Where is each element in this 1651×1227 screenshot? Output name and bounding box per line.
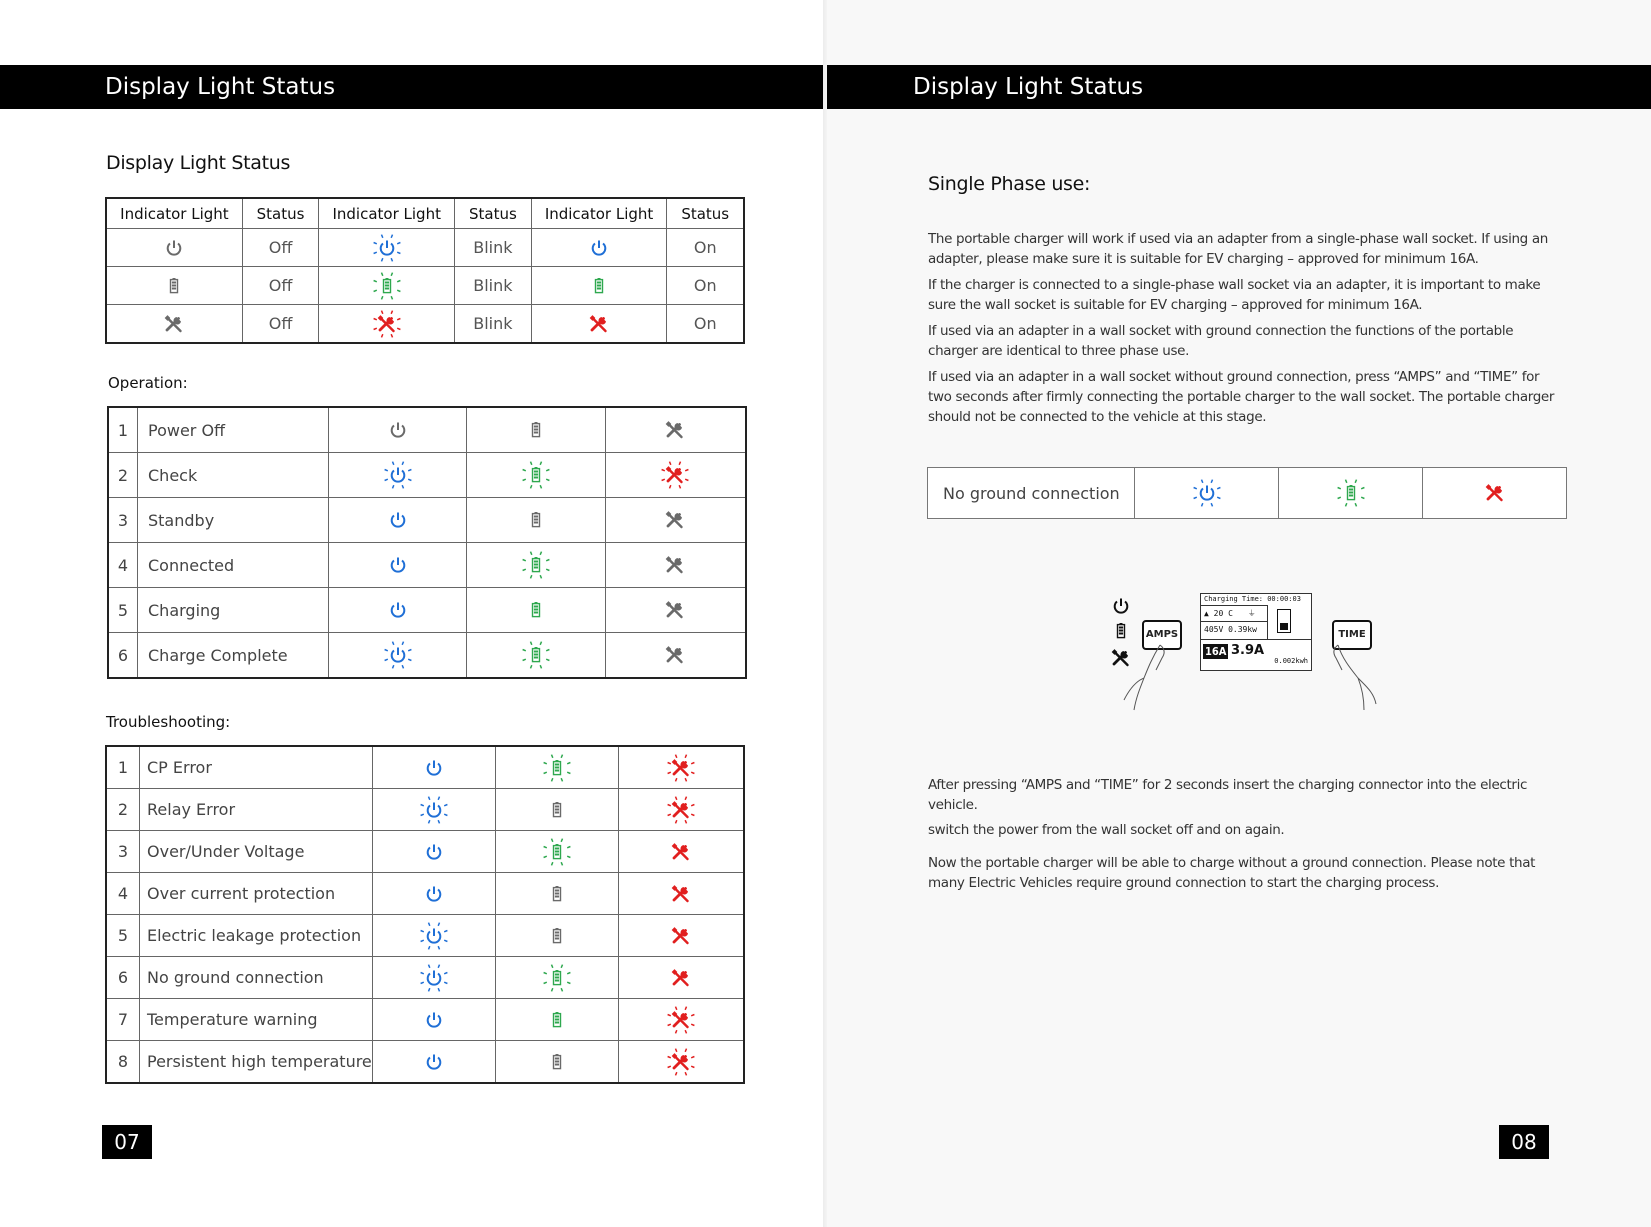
- paragraph-1: The portable charger will work if used via an adapter from a single-phase wall socket. If using an adapter, please make sure it is suitable for EV charging – approved for minimum 16A.: [928, 231, 1548, 267]
- row-number: 4: [106, 873, 140, 915]
- row-number: 2: [106, 789, 140, 831]
- row-label: Over current protection: [140, 873, 373, 915]
- display-light-status-heading: Display Light Status: [106, 152, 291, 174]
- status-cell: Off: [242, 267, 319, 305]
- battery-icon-green: [584, 271, 614, 301]
- battery-icon-gray: [542, 879, 572, 909]
- operation-heading: Operation:: [108, 374, 188, 392]
- after-paragraph-1: After pressing “AMPS and “TIME” for 2 seconds insert the charging connector into the electric vehicle.: [928, 777, 1528, 813]
- row-number: 3: [106, 831, 140, 873]
- lcd-amps-setting: 16A: [1205, 645, 1227, 658]
- status-cell: On: [667, 267, 744, 305]
- page-number-right: 08: [1499, 1125, 1549, 1159]
- row-number: 4: [108, 543, 138, 588]
- wrench-icon-red-blink: [666, 795, 696, 825]
- troubleshooting-row: [106, 831, 744, 873]
- power-icon-blue-blink: [419, 921, 449, 951]
- power-icon-gray: [383, 415, 413, 445]
- paragraph-2: If the charger is connected to a single-phase wall socket via an adapter, it is important to make sure the wall socket is suitable for EV charging – approved for minimum 16A.: [928, 277, 1541, 313]
- no-ground-row: [928, 468, 1567, 519]
- header-indicator-light-1: Indicator Light: [106, 198, 242, 229]
- row-number: 6: [106, 957, 140, 999]
- lcd-battery-icon: [1277, 609, 1291, 633]
- row-number: 8: [106, 1041, 140, 1084]
- power-icon-blue: [419, 879, 449, 909]
- battery-icon-green-blink: [521, 460, 551, 490]
- wrench-icon-gray: [660, 550, 690, 580]
- status-cell: Off: [242, 305, 319, 344]
- row-label: No ground connection: [140, 957, 373, 999]
- wrench-icon-red-blink: [666, 1047, 696, 1077]
- wrench-icon-gray: [660, 505, 690, 535]
- power-icon-blue-blink: [1192, 478, 1222, 508]
- power-icon-blue-blink: [383, 460, 413, 490]
- power-icon-blue-blink: [383, 640, 413, 670]
- troubleshooting-row: [106, 789, 744, 831]
- after-paragraph-2: switch the power from the wall socket off and on again.: [928, 822, 1285, 838]
- row-label: Charging: [138, 588, 329, 633]
- paragraph-3: If used via an adapter in a wall socket with ground connection the functions of the portable charger are identical to three phase use.: [928, 323, 1514, 359]
- status-cell: Blink: [455, 267, 532, 305]
- row-number: 3: [108, 498, 138, 543]
- lcd-energy: 0.002kwh: [1274, 657, 1308, 665]
- battery-icon-gray: [542, 921, 572, 951]
- wrench-icon-red: [666, 837, 696, 867]
- wrench-icon-red-blink: [660, 460, 690, 490]
- wrench-icon-red: [1480, 478, 1510, 508]
- row-label: Electric leakage protection: [140, 915, 373, 957]
- charger-device-illustration: [1100, 585, 1400, 715]
- wrench-icon-gray: [660, 415, 690, 445]
- status-cell: Blink: [455, 305, 532, 344]
- status-row-power: [106, 229, 744, 267]
- amps-button[interactable]: AMPS: [1142, 620, 1182, 650]
- troubleshooting-table: [105, 745, 745, 1084]
- operation-row: [108, 498, 746, 543]
- row-label: Over/Under Voltage: [140, 831, 373, 873]
- row-number: 2: [108, 453, 138, 498]
- wrench-icon-red: [666, 879, 696, 909]
- wrench-icon-red-blink: [372, 309, 402, 339]
- row-number: 5: [108, 588, 138, 633]
- troubleshooting-heading: Troubleshooting:: [106, 713, 231, 731]
- battery-icon-gray: [159, 271, 189, 301]
- row-label: Standby: [138, 498, 329, 543]
- row-number: 7: [106, 999, 140, 1041]
- no-ground-label: No ground connection: [928, 468, 1135, 519]
- operation-table: [107, 406, 747, 679]
- wrench-icon-red-blink: [666, 1005, 696, 1035]
- row-label: Persistent high temperature: [140, 1041, 373, 1084]
- time-button[interactable]: TIME: [1332, 620, 1372, 650]
- row-label: Check: [138, 453, 329, 498]
- row-number: 1: [108, 407, 138, 453]
- wrench-icon-gray: [159, 309, 189, 339]
- battery-icon-green-blink: [521, 640, 551, 670]
- power-icon-blue: [383, 505, 413, 535]
- status-table-header: [106, 198, 744, 229]
- operation-row: [108, 633, 746, 679]
- power-icon-blue-blink: [419, 795, 449, 825]
- power-icon-blue: [419, 1005, 449, 1035]
- hand-pressing-amps-icon: [1100, 640, 1180, 715]
- power-icon-blue: [383, 595, 413, 625]
- header-status-2: Status: [455, 198, 532, 229]
- troubleshooting-row: [106, 1041, 744, 1084]
- row-number: 1: [106, 746, 140, 789]
- battery-icon-gray: [521, 505, 551, 535]
- lcd-voltage-power: 405V 0.39kw: [1204, 625, 1257, 634]
- troubleshooting-row: [106, 999, 744, 1041]
- hand-pressing-time-icon: [1328, 640, 1408, 715]
- row-number: 6: [108, 633, 138, 679]
- right-banner-title: Display Light Status: [913, 74, 1144, 100]
- power-icon-gray: [159, 233, 189, 263]
- troubleshooting-row: [106, 957, 744, 999]
- wrench-icon-red-blink: [666, 753, 696, 783]
- lcd-current: 3.9A: [1231, 643, 1265, 658]
- header-status-3: Status: [667, 198, 744, 229]
- wrench-icon-red: [584, 309, 614, 339]
- status-row-battery: [106, 267, 744, 305]
- lcd-temperature: ▲ 20 C ⏚: [1204, 609, 1256, 618]
- battery-icon-green-blink: [542, 837, 572, 867]
- battery-icon-green: [521, 595, 551, 625]
- after-paragraph-3: Now the portable charger will be able to charge without a ground connection. Please note that many Electric Vehicles require ground connection to start the charging process.: [928, 855, 1536, 891]
- battery-icon-green-blink: [542, 963, 572, 993]
- row-number: 5: [106, 915, 140, 957]
- indicator-status-table: [105, 197, 745, 344]
- paragraph-4: If used via an adapter in a wall socket without ground connection, press “AMPS” and “TIME” for two seconds after firmly connecting the portable charger to the wall socket. The portable charger should not be connected to the vehicle at this stage.: [928, 369, 1555, 425]
- page-spine: [823, 0, 827, 1227]
- battery-icon-gray: [542, 1047, 572, 1077]
- power-icon-blue: [419, 1047, 449, 1077]
- troubleshooting-row: [106, 915, 744, 957]
- operation-row: [108, 407, 746, 453]
- power-icon-blue-blink: [372, 233, 402, 263]
- status-cell: Blink: [455, 229, 532, 267]
- row-label: Connected: [138, 543, 329, 588]
- troubleshooting-row: [106, 746, 744, 789]
- power-icon-blue: [419, 753, 449, 783]
- thermometer-icon: ▲: [1204, 609, 1209, 618]
- battery-icon-green-blink: [521, 550, 551, 580]
- battery-icon-gray: [521, 415, 551, 445]
- status-row-wrench: [106, 305, 744, 344]
- power-icon-blue: [383, 550, 413, 580]
- battery-icon-green-blink: [542, 753, 572, 783]
- lcd-display: [1200, 593, 1312, 671]
- left-banner: [0, 65, 823, 109]
- wrench-icon-gray: [660, 595, 690, 625]
- lcd-charging-time: Charging Time: 00:00:03: [1204, 595, 1301, 603]
- header-indicator-light-2: Indicator Light: [319, 198, 455, 229]
- power-icon-blue: [419, 837, 449, 867]
- wrench-icon-red: [666, 921, 696, 951]
- battery-icon-green-blink: [372, 271, 402, 301]
- troubleshooting-row: [106, 873, 744, 915]
- battery-icon-gray: [542, 795, 572, 825]
- single-phase-heading: Single Phase use:: [928, 173, 1091, 195]
- status-cell: On: [667, 229, 744, 267]
- row-label: Temperature warning: [140, 999, 373, 1041]
- row-label: Relay Error: [140, 789, 373, 831]
- row-label: CP Error: [140, 746, 373, 789]
- wrench-icon-gray: [660, 640, 690, 670]
- operation-row: [108, 453, 746, 498]
- power-icon-blue: [584, 233, 614, 263]
- wrench-icon-red: [666, 963, 696, 993]
- header-indicator-light-3: Indicator Light: [531, 198, 667, 229]
- right-banner: [827, 65, 1651, 109]
- operation-row: [108, 588, 746, 633]
- status-cell: On: [667, 305, 744, 344]
- no-ground-connection-table: [927, 467, 1567, 519]
- power-icon-blue-blink: [419, 963, 449, 993]
- battery-icon-green: [542, 1005, 572, 1035]
- status-cell: Off: [242, 229, 319, 267]
- left-banner-title: Display Light Status: [105, 74, 336, 100]
- header-status-1: Status: [242, 198, 319, 229]
- row-label: Power Off: [138, 407, 329, 453]
- battery-icon-green-blink: [1336, 478, 1366, 508]
- operation-row: [108, 543, 746, 588]
- row-label: Charge Complete: [138, 633, 329, 679]
- plug-icon: ⏚: [1247, 609, 1256, 618]
- page-number-left: 07: [102, 1125, 152, 1159]
